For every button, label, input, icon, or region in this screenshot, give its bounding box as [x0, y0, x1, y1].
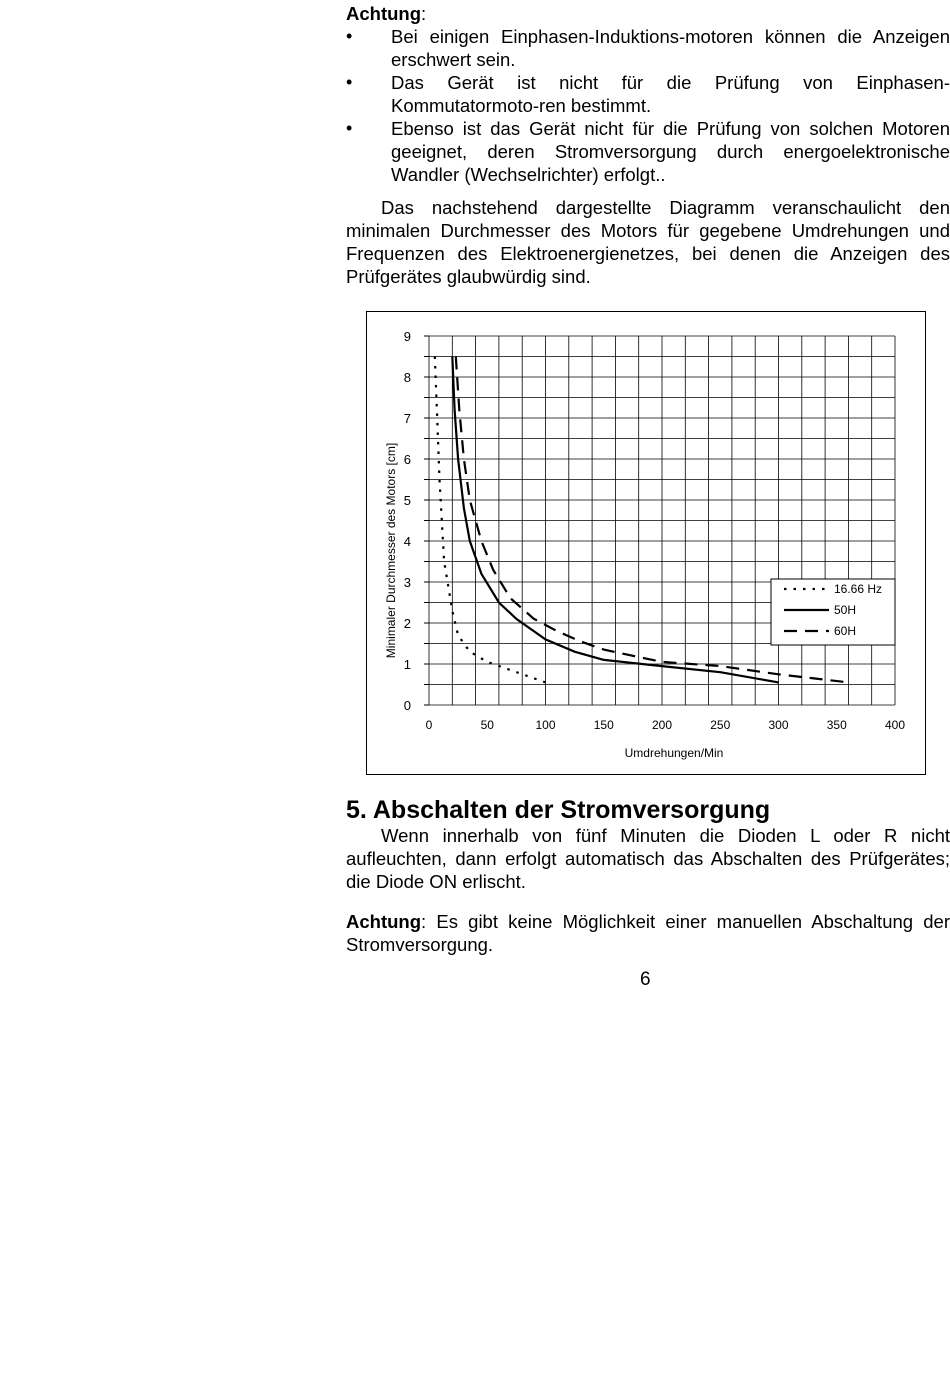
series-line-16-66-hz: [435, 357, 546, 683]
y-tick-label: 5: [403, 493, 411, 508]
section-body: Wenn innerhalb von fünf Minuten die Dioden L oder R nicht aufleuchten, dann erfolgt automatisch das Abschalten des Prüfgerätes; die Diode ON erlischt.: [346, 825, 950, 892]
x-tick-label: 350: [826, 718, 847, 732]
x-tick-label: 50: [480, 718, 494, 732]
warning-block: [346, 2, 950, 288]
x-tick-label: 150: [593, 718, 614, 732]
page-number: 6: [640, 969, 651, 990]
y-tick-label: 8: [403, 370, 411, 385]
y-tick-label: 7: [403, 411, 411, 426]
manual-warning-text: : Es gibt keine Möglichkeit einer manuellen Abschaltung der Stromversorgung.: [346, 911, 950, 955]
diameter-chart: [366, 311, 926, 775]
x-tick-label: 200: [651, 718, 673, 732]
manual-warning: [346, 910, 950, 956]
section-title: 5. Abschalten der Stromversorgung: [346, 796, 771, 824]
list-item: • Ebenso ist das Gerät nicht für die Prüfung von solchen Motoren geeignet, deren Stromversorgung durch energoelektronische Wandler (Wechselrichter) erfolgt..: [346, 117, 950, 186]
y-tick-label: 3: [403, 575, 411, 590]
y-axis-label: Minimaler Durchmesser des Motors [cm]: [384, 442, 398, 659]
warning-heading: [346, 2, 950, 25]
y-tick-label: 2: [403, 616, 411, 631]
y-tick-label: 0: [403, 698, 411, 713]
warning-list: [346, 25, 950, 186]
warning-label: Achtung: [346, 3, 422, 24]
y-tick-label: 9: [403, 329, 411, 344]
legend-label: 50H: [834, 603, 857, 617]
x-tick-label: 300: [768, 718, 789, 732]
warning-colon: :: [421, 3, 427, 24]
chart-svg: [367, 312, 925, 774]
y-tick-label: 1: [403, 657, 411, 672]
y-tick-label: 4: [403, 534, 411, 549]
list-item: • Das Gerät ist nicht für die Prüfung von Einphasen-Kommutatormoto-ren bestimmt.: [346, 71, 950, 117]
intro-paragraph: Das nachstehend dargestellte Diagramm veranschaulicht den minimalen Durchmesser des Motors für gegebene Umdrehungen und Frequenzen des Elektroenergienetzes, bei denen die Anzeigen des Prüfgerätes glaubwürdig sind.: [346, 197, 950, 287]
list-item: • Bei einigen Einphasen-Induktions-motoren können die Anzeigen erschwert sein.: [346, 25, 950, 71]
manual-warning-label: Achtung: [346, 911, 422, 932]
x-tick-label: 0: [425, 718, 433, 732]
x-tick-label: 250: [710, 718, 731, 732]
legend-label: 16.66 Hz: [834, 582, 883, 596]
x-tick-label: 100: [535, 718, 556, 732]
x-axis-label: Umdrehungen/Min: [624, 746, 724, 760]
x-tick-label: 400: [884, 718, 906, 732]
legend-label: 60H: [834, 624, 857, 638]
y-tick-label: 6: [403, 452, 411, 467]
